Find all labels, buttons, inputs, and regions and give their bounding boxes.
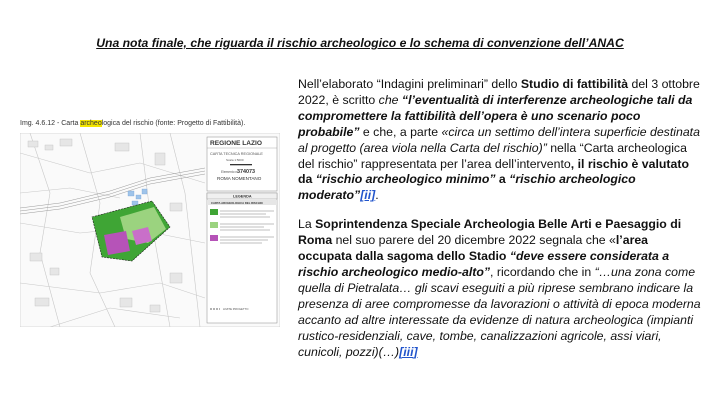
- p2-text-1: La: [298, 217, 316, 232]
- p1-text-13: .: [375, 188, 379, 203]
- footnote-link-iii[interactable]: [iii]: [399, 344, 418, 359]
- map-subheader: CARTA TECNICA REGIONALE: [210, 152, 263, 156]
- p1-text-11: a: [495, 172, 510, 187]
- slide-title: Una nota finale, che riguarda il rischio archeologico e lo schema di convenzione dell’ANAC: [96, 36, 624, 50]
- body-text: [298, 77, 703, 360]
- p1-text-9: , il rischio è valutato da: [298, 156, 689, 187]
- footnote-link-ii[interactable]: [ii]: [360, 188, 376, 203]
- caption-highlight: archeo: [80, 120, 102, 127]
- archaeological-risk-map: [20, 133, 280, 327]
- map-scale: Scala 1:5000: [226, 158, 244, 162]
- caption-prefix: Img. 4.6.12 - Carta: [20, 120, 81, 127]
- p1-text-6: e che, a parte: [359, 124, 442, 139]
- legend-title: LEGENDA: [233, 194, 252, 199]
- p1-text-7: «circa un settimo dell’intera superficie destinata al progetto (area viola nella Carta del rischio)”: [298, 124, 700, 155]
- legend-footer: LIMITE PROGETTO: [223, 307, 249, 311]
- p1-text-2: Studio di fattibilità: [520, 77, 629, 91]
- legend-subtitle: CARTA ARCHEOLOGICA DEL RISCHIO: [211, 201, 263, 205]
- p2-text-5: “deve essere considerata a rischio archeologico medio-alto”: [298, 249, 670, 279]
- p2-text-3: nel suo parere del 20 dicembre 2022 segnala che «: [332, 233, 616, 248]
- figure-caption: [20, 120, 245, 127]
- map-element-number: 374073: [237, 169, 255, 175]
- p1-text-10: “rischio archeologico minimo”: [315, 172, 496, 187]
- map-area: ROMA NOMENTANO: [217, 176, 262, 181]
- paragraph-1: [298, 77, 703, 204]
- p1-text-5: “l’eventualità di interferenze archeologiche tali da compromettere la fattibilità dell’opera è uno scenario poco probabile”: [298, 92, 693, 139]
- map-header: REGIONE LAZIO: [210, 140, 263, 147]
- p1-text-4: che: [378, 92, 399, 107]
- caption-suffix: logica del rischio (fonte: Progetto di Fattibilità).: [101, 120, 246, 127]
- p1-text-1: Nell’elaborato “Indagini preliminari” dello: [298, 77, 521, 91]
- map-element-label: Elemento n°: [221, 170, 239, 174]
- p2-text-2: Soprintendenza Speciale Archeologia Belle Arti e Paesaggio di Roma: [298, 217, 682, 248]
- p2-text-7: “…una zona come quella di Pietralata… gli scavi eseguiti a più riprese sembrano indicare la presenza di aree compromesse da lavorazioni o attività di epoca moderna accanto ad altre interessate da evidenze di natura archeologica (impianti rustico-residenziali, cave, tombe, canalizzazioni agricole, assi viari, cunicoli, pozzi)(…): [298, 264, 701, 359]
- p1-text-8: nella “Carta archeologica del rischio” rappresentata per l’area dell’intervento: [298, 140, 687, 171]
- p1-text-12: “rischio archeologico moderato”: [298, 172, 636, 203]
- p1-text-3: del 3 ottobre 2022, è scritto: [298, 77, 700, 107]
- paragraph-2: [298, 217, 703, 360]
- p2-text-4: l’area occupata dalla sagoma dello Stadio: [298, 233, 649, 264]
- p2-text-6: , ricordando che in: [490, 264, 595, 279]
